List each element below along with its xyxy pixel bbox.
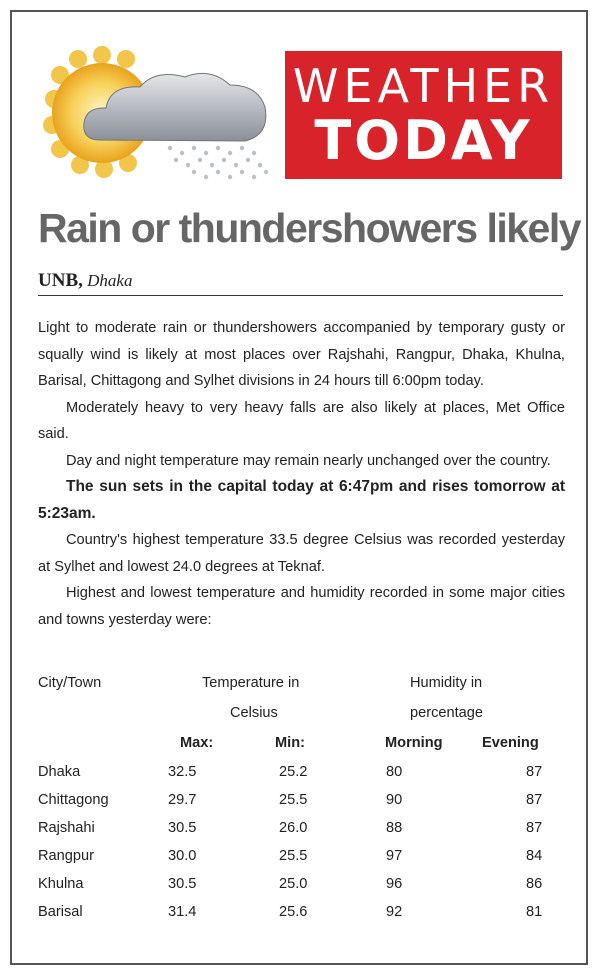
weather-today-masthead: [285, 51, 562, 179]
cell-city: Chittagong: [38, 792, 109, 808]
col-header-evening: Evening: [482, 735, 539, 751]
cell-city: Rangpur: [38, 848, 94, 864]
article-body: [38, 315, 565, 633]
masthead-line-2: TODAY: [314, 109, 533, 172]
cell-min: 25.6: [279, 904, 308, 920]
cell-max: 29.7: [168, 792, 197, 808]
paragraph: Light to moderate rain or thundershowers accompanied by temporary gusty or squally wind is likely at most places over Rajshahi, Rangpur, Dhaka, Khulna, Barisal, Chittagong and Sylhet divisions in 24 hours till 6:00pm today.: [38, 320, 565, 389]
cell-city: Barisal: [38, 904, 83, 920]
col-header-city: City/Town: [38, 675, 102, 691]
cell-min: 25.2: [279, 764, 308, 780]
cell-city: Dhaka: [38, 764, 81, 780]
cell-morning: 90: [386, 792, 403, 808]
byline-place: Dhaka: [87, 271, 133, 290]
byline: [38, 270, 132, 292]
cell-min: 25.0: [279, 876, 308, 892]
byline-agency: UNB,: [38, 270, 83, 291]
cell-min: 25.5: [279, 792, 308, 808]
col-header-morning: Morning: [385, 735, 443, 751]
cell-evening: 81: [526, 904, 543, 920]
cell-city: Rajshahi: [38, 820, 95, 836]
cell-max: 31.4: [168, 904, 197, 920]
cell-max: 30.5: [168, 876, 197, 892]
col-header-humidity-unit: percentage: [410, 705, 484, 721]
rain-drops-icon: [168, 146, 268, 179]
paragraph-sun-times: The sun sets in the capital today at 6:47pm and rises tomorrow at 5:23am.: [38, 478, 565, 522]
cell-max: 30.0: [168, 848, 197, 864]
cell-min: 25.5: [279, 848, 308, 864]
cell-morning: 92: [386, 904, 403, 920]
col-header-max: Max:: [180, 735, 214, 751]
col-header-temperature-unit: Celsius: [230, 705, 278, 721]
cell-evening: 86: [526, 876, 543, 892]
cell-evening: 84: [526, 848, 543, 864]
col-header-min: Min:: [275, 735, 305, 751]
cell-morning: 88: [386, 820, 403, 836]
paragraph: Highest and lowest temperature and humidity recorded in some major cities and towns yesterday were:: [38, 585, 565, 628]
paragraph: Day and night temperature may remain nearly unchanged over the country.: [66, 452, 551, 469]
cell-max: 30.5: [168, 820, 197, 836]
col-header-temperature: Temperature in: [202, 675, 300, 691]
cell-min: 26.0: [279, 820, 308, 836]
cell-morning: 97: [386, 848, 403, 864]
cell-evening: 87: [526, 792, 543, 808]
cell-evening: 87: [526, 820, 543, 836]
headline: Rain or thundershowers likely: [38, 205, 581, 251]
cell-morning: 96: [386, 876, 403, 892]
col-header-humidity: Humidity in: [410, 675, 483, 691]
paragraph: Moderately heavy to very heavy falls are also likely at places, Met Office said.: [38, 399, 565, 442]
cell-max: 32.5: [168, 764, 197, 780]
cell-evening: 87: [526, 764, 543, 780]
paragraph: Country's highest temperature 33.5 degree Celsius was recorded yesterday at Sylhet and lowest 24.0 degrees at Teknaf.: [38, 532, 565, 575]
cell-morning: 80: [386, 764, 403, 780]
masthead-line-1: WEATHER: [292, 59, 555, 113]
sun-behind-rain-cloud-icon: [40, 45, 290, 185]
cell-city: Khulna: [38, 876, 84, 892]
divider: [38, 295, 563, 296]
